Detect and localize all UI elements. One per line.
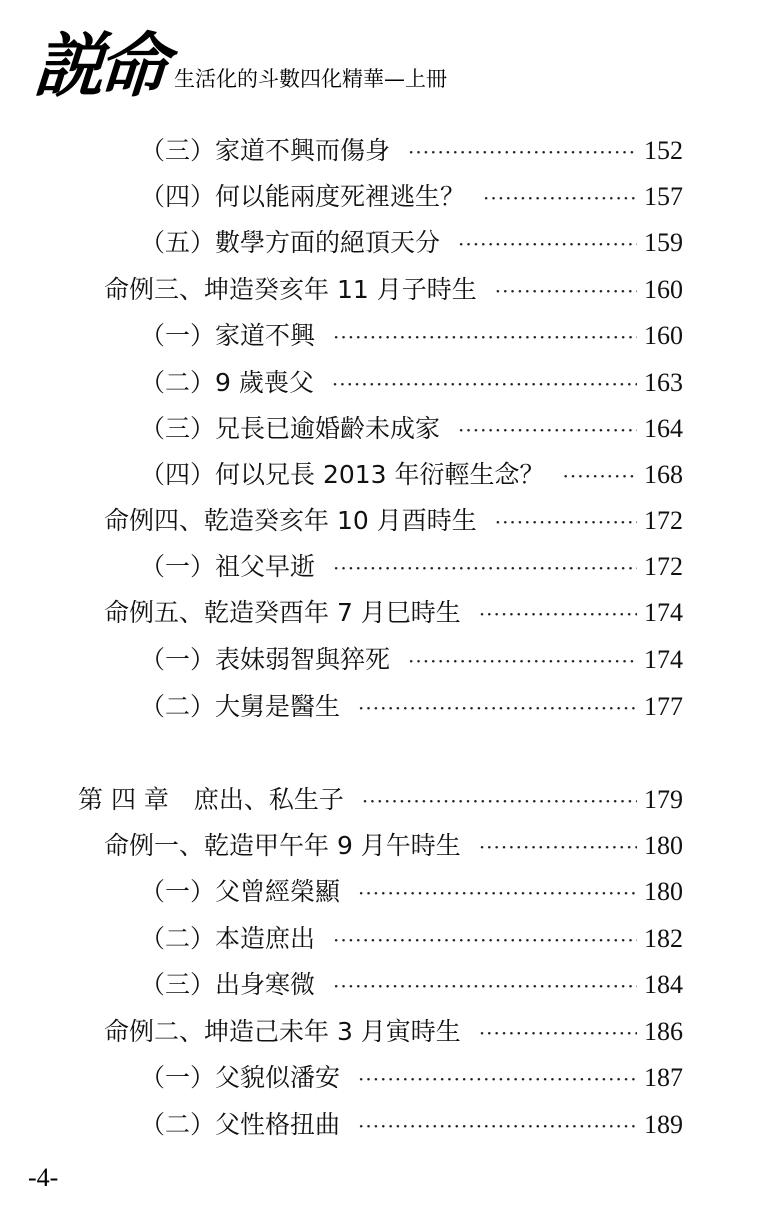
toc-entry-title: （一）家道不興 <box>140 321 316 350</box>
toc-entry <box>140 411 683 447</box>
dot-leader <box>332 366 637 402</box>
dot-leader <box>458 412 637 448</box>
toc-entry-title: （一）父曾經榮顯 <box>140 877 341 906</box>
toc-entry-page: 177 <box>644 692 683 721</box>
toc-entry <box>140 1060 683 1096</box>
toc-entry-page: 159 <box>644 228 683 257</box>
toc-entry-page: 172 <box>644 506 683 535</box>
toc-entry-page: 179 <box>644 785 683 814</box>
toc-entry-title: 命例五、乾造癸酉年 7 月巳時生 <box>104 598 461 627</box>
toc-entry <box>104 1014 683 1050</box>
toc-entry-page: 160 <box>644 321 683 350</box>
toc-entry-title: （一）表妹弱智與猝死 <box>140 645 391 674</box>
toc-entry-title: （四）何以能兩度死裡逃生？ <box>140 182 466 211</box>
toc-entry-page: 163 <box>644 368 683 397</box>
dot-leader <box>333 968 637 1004</box>
toc-entry-title: （二）本造庶出 <box>140 924 316 953</box>
chapter-heading <box>78 782 683 818</box>
toc-entry <box>104 272 683 308</box>
dot-leader <box>362 783 637 819</box>
dot-leader <box>563 458 637 494</box>
dot-leader <box>495 504 637 540</box>
toc-entry <box>140 549 683 585</box>
toc-entry <box>104 595 683 631</box>
toc-entry <box>104 503 683 539</box>
dot-leader <box>333 319 637 355</box>
toc-entry-title: （二）大舅是醫生 <box>140 692 341 721</box>
dot-leader <box>358 1108 637 1144</box>
toc-entry-page: 160 <box>644 275 683 304</box>
toc-entry-title: 命例三、坤造癸亥年 11 月子時生 <box>104 275 477 304</box>
toc-entry <box>140 133 683 169</box>
dot-leader <box>408 643 637 679</box>
toc-entry-page: 184 <box>644 970 683 999</box>
toc-entry-title: 命例四、乾造癸亥年 10 月酉時生 <box>104 506 477 535</box>
toc-entry-page: 180 <box>644 877 683 906</box>
toc-entry-title: （三）出身寒微 <box>140 970 316 999</box>
dot-leader <box>358 875 637 911</box>
toc-entry-page: 164 <box>644 414 683 443</box>
toc-entry-page: 174 <box>644 645 683 674</box>
book-logo: 説命 <box>31 24 165 107</box>
dot-leader <box>358 1061 637 1097</box>
toc-entry-page: 189 <box>644 1110 683 1139</box>
toc-entry <box>140 225 683 261</box>
dot-leader <box>495 273 637 309</box>
dot-leader <box>333 922 637 958</box>
toc-entry <box>140 318 683 354</box>
toc-entry-page: 180 <box>644 831 683 860</box>
toc-entry <box>104 828 683 864</box>
dot-leader <box>358 690 637 726</box>
chapter-title: 第 四 章 庶出、私生子 <box>78 785 344 814</box>
toc-entry-page: 157 <box>644 182 683 211</box>
toc-entry-page: 174 <box>644 598 683 627</box>
toc-entry <box>140 457 683 493</box>
toc-entry <box>140 1107 683 1143</box>
toc-entry-title: （五）數學方面的絕頂天分 <box>140 228 441 257</box>
toc-entry-page: 182 <box>644 924 683 953</box>
dot-leader <box>483 180 637 216</box>
toc-entry-page: 186 <box>644 1017 683 1046</box>
toc-entry-title: （一）父貌似潘安 <box>140 1063 341 1092</box>
toc-entry-title: （四）何以兄長 2013 年衍輕生念？ <box>140 460 545 489</box>
toc-entry <box>140 967 683 1003</box>
toc-entry <box>140 365 683 401</box>
toc-entry-page: 187 <box>644 1063 683 1092</box>
toc-entry <box>140 179 683 215</box>
dot-leader <box>479 1015 637 1051</box>
toc-entry-title: （一）祖父早逝 <box>140 552 316 581</box>
toc-entry <box>140 874 683 910</box>
toc-entry-title: （三）兄長已逾婚齡未成家 <box>140 414 441 443</box>
dot-leader <box>458 226 637 262</box>
dot-leader <box>408 134 637 170</box>
toc-entry-page: 168 <box>644 460 683 489</box>
dot-leader <box>479 829 637 865</box>
toc-entry-title: 命例一、乾造甲午年 9 月午時生 <box>104 831 461 860</box>
book-subtitle: 生活化的斗數四化精華—上冊 <box>174 67 447 91</box>
dot-leader <box>333 550 637 586</box>
toc-entry <box>140 689 683 725</box>
page-number: -4- <box>28 1163 59 1192</box>
dot-leader <box>479 596 637 632</box>
toc-entry-title: （二）父性格扭曲 <box>140 1110 341 1139</box>
toc-entry <box>140 921 683 957</box>
toc-entry-page: 152 <box>644 136 683 165</box>
toc-entry-title: （三）家道不興而傷身 <box>140 136 391 165</box>
toc-entry-title: 命例二、坤造己未年 3 月寅時生 <box>104 1017 461 1046</box>
toc-entry-page: 172 <box>644 552 683 581</box>
toc-entry <box>140 642 683 678</box>
toc-entry-title: （二）9 歲喪父 <box>140 368 314 397</box>
